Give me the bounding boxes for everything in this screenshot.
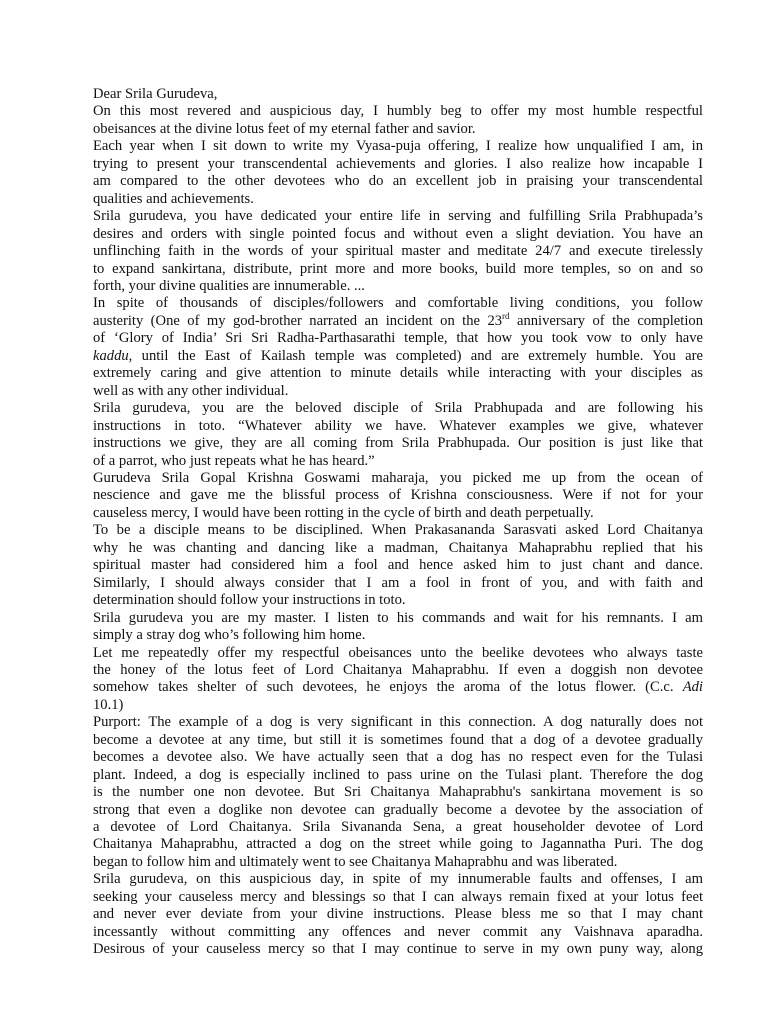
text-line: of a parrot, who just repeats what he has heard.” (93, 452, 375, 469)
paragraph-opening (93, 103, 703, 138)
text-line: become a devotee at any time, but still it is sometimes found that a dog of a devotee gradually (93, 731, 703, 748)
paragraph-dedication (93, 208, 703, 295)
paragraph-austerity (93, 295, 703, 400)
text-line: causeless mercy, I would have been rotting in the cycle of birth and death perpetually. (93, 504, 594, 521)
text-line: Srila gurudeva, you have dedicated your entire life in serving and fulfilling Srila Prabhupada’s (93, 208, 703, 225)
text-line: instructions in toto. “Whatever ability we have. Whatever examples we give, whatever (93, 417, 703, 434)
text-line: and never ever deviate from your divine instructions. Please bless me so that I may chant (93, 906, 703, 923)
text-line: the honey of the lotus feet of Lord Chaitanya Mahaprabhu. If even a doggish non devotee (93, 661, 703, 678)
text-line: Dear Srila Gurudeva, (93, 86, 218, 102)
text-line: forth, your divine qualities are innumerable. ... (93, 277, 365, 294)
text-line: to expand sankirtana, distribute, print more and more books, build more temples, so on and so (93, 260, 703, 277)
text-segment: anniversary of the completion (509, 312, 703, 329)
salutation (93, 86, 703, 103)
paragraph-discipline (93, 522, 703, 609)
text-line: nescience and gave me the blissful process of Krishna consciousness. Were if not for your (93, 487, 703, 504)
text-line: Desirous of your causeless mercy so that I may continue to serve in my own puny way, along (93, 941, 703, 958)
paragraph-mercy (93, 470, 703, 522)
text-line: trying to present your transcendental achievements and glories. I also realize how incapable I (93, 155, 703, 172)
text-line: strong that even a doglike non devotee can gradually become a devotee by the association of (93, 801, 703, 818)
paragraph-master (93, 610, 703, 645)
text-line: extremely caring and give attention to minute details while interacting with your disciples as (93, 365, 703, 382)
text-line: obeisances at the divine lotus feet of my eternal father and savior. (93, 120, 476, 137)
text-line: simply a stray dog who’s following him home. (93, 627, 366, 644)
text-line: On this most revered and auspicious day, I humbly beg to offer my most humble respectful (93, 103, 703, 120)
text-line (93, 679, 703, 696)
text-line (93, 310, 703, 330)
text-line: instructions we give, they are all coming from Srila Prabhupada. Our position is just like that (93, 435, 703, 452)
text-line: 10.1) (93, 696, 124, 713)
letter-body (93, 86, 703, 959)
text-line: seeking your causeless mercy and blessings so that I can always remain fixed at your lotus feet (93, 888, 703, 905)
text-line: qualities and achievements. (93, 190, 254, 207)
text-line: why he was chanting and dancing like a madman, Chaitanya Mahaprabhu replied that his (93, 539, 703, 556)
ordinal-superscript: rd (502, 310, 510, 321)
text-line: is the number one non devotee. But Sri Chaitanya Mahaprabhu's sankirtana movement is so (93, 784, 703, 801)
text-line: Purport: The example of a dog is very significant in this connection. A dog naturally does not (93, 714, 703, 731)
text-segment: somehow takes shelter of such devotees, he enjoys the aroma of the lotus flower. (C.c. (93, 679, 683, 696)
text-line: Srila gurudeva, you are the beloved disciple of Srila Prabhupada and are following his (93, 400, 703, 417)
italic-word: Adi (682, 679, 703, 696)
text-line: unflinching faith in the words of your spiritual master and meditate 24/7 and execute tirelessly (93, 243, 703, 260)
paragraph-quote (93, 645, 703, 715)
paragraph-closing (93, 871, 703, 958)
italic-word: kaddu, (93, 347, 133, 364)
text-segment: until the East of Kailash temple was completed) and are extremely humble. You are (132, 347, 703, 364)
text-line: Gurudeva Srila Gopal Krishna Goswami maharaja, you picked me up from the ocean of (93, 469, 703, 486)
text-line: Similarly, I should always consider that I am a fool in front of you, and with faith and (93, 574, 703, 591)
paragraph-beloved-disciple (93, 400, 703, 470)
text-segment: austerity (One of my god-brother narrated an incident on the 23 (93, 312, 503, 329)
text-line: am compared to the other devotees who do an excellent job in praising your transcendental (93, 173, 703, 190)
text-line: began to follow him and ultimately went to see Chaitanya Mahaprabhu and was liberated. (93, 853, 618, 870)
text-line: Srila gurudeva, on this auspicious day, in spite of my innumerable faults and offenses, I am (93, 871, 703, 888)
text-line: of ‘Glory of India’ Sri Sri Radha-Parthasarathi temple, that how you took vow to only have (93, 330, 703, 347)
text-line: desires and orders with single pointed focus and without even a slight deviation. You have an (93, 225, 703, 242)
text-line: Srila gurudeva you are my master. I listen to his commands and wait for his remnants. I am (93, 609, 703, 626)
text-line: Let me repeatedly offer my respectful obeisances unto the beelike devotees who always taste (93, 644, 703, 661)
text-line: In spite of thousands of disciples/followers and comfortable living conditions, you follow (93, 295, 703, 312)
text-line (93, 348, 703, 365)
text-line: Chaitanya Mahaprabhu, attracted a dog on the street while going to Jagannatha Puri. The dog (93, 836, 703, 853)
text-line: becomes a devotee also. We have actually seen that a dog has no respect even for the Tulasi (93, 749, 703, 766)
paragraph-purport (93, 714, 703, 871)
text-line: spiritual master had considered him a fool and hence asked him to just chant and dance. (93, 557, 703, 574)
text-line: incessantly without committing any offences and never commit any Vaishnava aparadha. (93, 923, 703, 940)
text-line: To be a disciple means to be disciplined. When Prakasananda Sarasvati asked Lord Chaitanya (93, 522, 703, 539)
text-line: Each year when I sit down to write my Vyasa-puja offering, I realize how unqualified I am, in (93, 138, 703, 155)
text-line: a devotee of Lord Chaitanya. Srila Sivananda Sena, a great householder devotee of Lord (93, 819, 703, 836)
text-line: determination should follow your instructions in toto. (93, 592, 406, 609)
text-line: plant. Indeed, a dog is especially inclined to pass urine on the Tulasi plant. Therefore the dog (93, 766, 703, 783)
paragraph-unqualified (93, 138, 703, 208)
text-line: well as with any other individual. (93, 382, 289, 399)
